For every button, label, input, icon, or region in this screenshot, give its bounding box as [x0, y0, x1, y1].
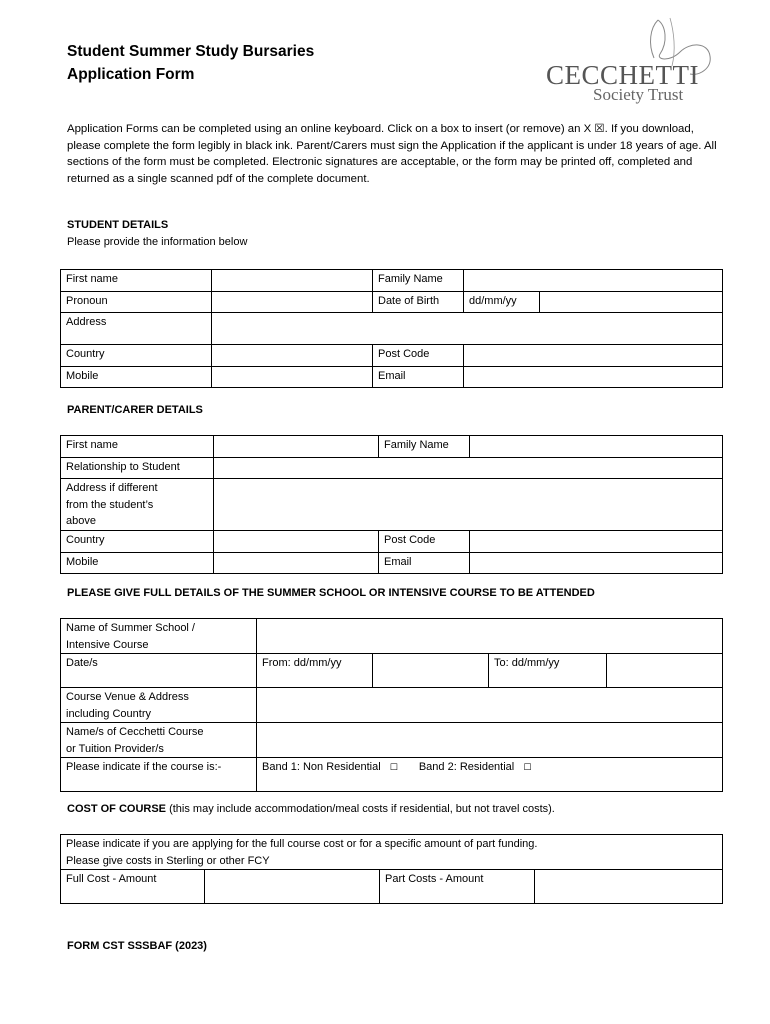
band-2-label: Band 2: Residential [418, 761, 515, 773]
parent-address-label-line-1: Address if different [66, 482, 158, 494]
student-mobile-label: Mobile [61, 367, 212, 388]
cost-heading-note: (this may include accommodation/meal costs if residential, but not travel costs). [166, 803, 555, 815]
student-details-heading: STUDENT DETAILS [67, 219, 169, 231]
parent-country-field[interactable] [214, 530, 379, 552]
full-cost-field[interactable] [205, 870, 380, 904]
band-1-label: Band 1: Non Residential [262, 761, 381, 773]
intro-text: Application Forms can be completed using an online keyboard. Click on a box to insert (or remove) an X ☒. If you download, please complete the form legibly in black ink. Parent/Carers must sign the Application if the applicant is under 18 years of age. All sections of the form must be completed. Electronic signatures are acceptable, or the form may be printed off, completed and returned as a single scanned pdf of the complete document. [67, 123, 717, 185]
logo-name: CECCHETTI [546, 60, 699, 90]
band-2-checkbox[interactable]: ☐ [523, 762, 532, 772]
parent-first-name-field[interactable] [214, 436, 379, 458]
course-details-table [60, 618, 723, 792]
course-name-label-line-1: Name of Summer School / [66, 622, 195, 634]
student-pronoun-label: Pronoun [61, 292, 212, 313]
band-1-checkbox[interactable]: ☐ [389, 762, 398, 772]
student-first-name-label: First name [61, 270, 212, 292]
dates-label: Date/s [61, 654, 257, 688]
parent-family-name-field[interactable] [470, 436, 723, 458]
full-cost-label: Full Cost - Amount [61, 870, 205, 904]
parent-address-label-line-2: from the student’s [66, 498, 154, 511]
student-family-name-label: Family Name [373, 270, 464, 292]
parent-mobile-field[interactable] [214, 552, 379, 573]
student-details-subtext: Please provide the information below [67, 236, 248, 248]
cost-instruction-line-2: Please give costs in Sterling or other FCY [66, 854, 270, 867]
provider-label-line-1: Name/s of Cecchetti Course [66, 726, 204, 738]
student-country-label: Country [61, 345, 212, 367]
course-type-options [257, 758, 723, 792]
parent-post-code-field[interactable] [470, 530, 723, 552]
page-title [67, 40, 314, 86]
student-address-field[interactable] [212, 313, 723, 345]
course-details-heading: PLEASE GIVE FULL DETAILS OF THE SUMMER SCHOOL OR INTENSIVE COURSE TO BE ATTENDED [67, 587, 595, 599]
parent-country-label: Country [61, 530, 214, 552]
logo-subtitle: Society Trust [593, 85, 684, 104]
date-to-label: To: dd/mm/yy [489, 654, 607, 688]
student-address-label: Address [61, 313, 212, 345]
parent-address-label [61, 479, 214, 531]
cecchetti-logo [540, 14, 720, 110]
parent-address-field[interactable] [214, 479, 723, 531]
parent-email-label: Email [379, 552, 470, 573]
student-dob-field[interactable] [540, 292, 723, 313]
course-name-field[interactable] [257, 619, 723, 654]
course-name-label-line-2: Intensive Course [66, 638, 149, 651]
venue-label [61, 688, 257, 723]
venue-field[interactable] [257, 688, 723, 723]
venue-label-line-2: including Country [66, 707, 151, 720]
cost-instruction [61, 835, 723, 870]
cost-table [60, 834, 723, 904]
parent-first-name-label: First name [61, 436, 214, 458]
course-name-label [61, 619, 257, 654]
provider-label-line-2: or Tuition Provider/s [66, 742, 164, 755]
student-dob-label: Date of Birth [373, 292, 464, 313]
cost-instruction-line-1: Please indicate if you are applying for the full course cost or for a specific amount of part funding. [66, 838, 538, 850]
parent-mobile-label: Mobile [61, 552, 214, 573]
student-family-name-field[interactable] [464, 270, 723, 292]
cost-heading [67, 803, 555, 815]
parent-details-heading: PARENT/CARER DETAILS [67, 404, 203, 416]
relationship-field[interactable] [214, 458, 723, 479]
title-line-1: Student Summer Study Bursaries [67, 43, 315, 60]
parent-address-label-line-3: above [66, 515, 96, 527]
venue-label-line-1: Course Venue & Address [66, 691, 189, 703]
parent-family-name-label: Family Name [379, 436, 470, 458]
title-line-2: Application Form [67, 66, 195, 83]
part-costs-label: Part Costs - Amount [380, 870, 535, 904]
student-pronoun-field[interactable] [212, 292, 373, 313]
relationship-label: Relationship to Student [61, 458, 214, 479]
student-post-code-field[interactable] [464, 345, 723, 367]
student-post-code-label: Post Code [373, 345, 464, 367]
course-type-label: Please indicate if the course is:- [61, 758, 257, 792]
form-reference: FORM CST SSSBAF (2023) [67, 940, 207, 952]
student-dob-format: dd/mm/yy [464, 292, 540, 313]
date-to-field[interactable] [607, 654, 723, 688]
parent-details-table [60, 435, 723, 574]
cost-heading-title: COST OF COURSE [67, 803, 167, 815]
student-country-field[interactable] [212, 345, 373, 367]
student-email-label: Email [373, 367, 464, 388]
provider-label [61, 723, 257, 758]
date-from-field[interactable] [373, 654, 489, 688]
date-from-label: From: dd/mm/yy [257, 654, 373, 688]
student-details-table [60, 269, 723, 388]
parent-post-code-label: Post Code [379, 530, 470, 552]
parent-email-field[interactable] [470, 552, 723, 573]
part-costs-field[interactable] [535, 870, 723, 904]
provider-field[interactable] [257, 723, 723, 758]
student-first-name-field[interactable] [212, 270, 373, 292]
student-email-field[interactable] [464, 367, 723, 388]
student-mobile-field[interactable] [212, 367, 373, 388]
